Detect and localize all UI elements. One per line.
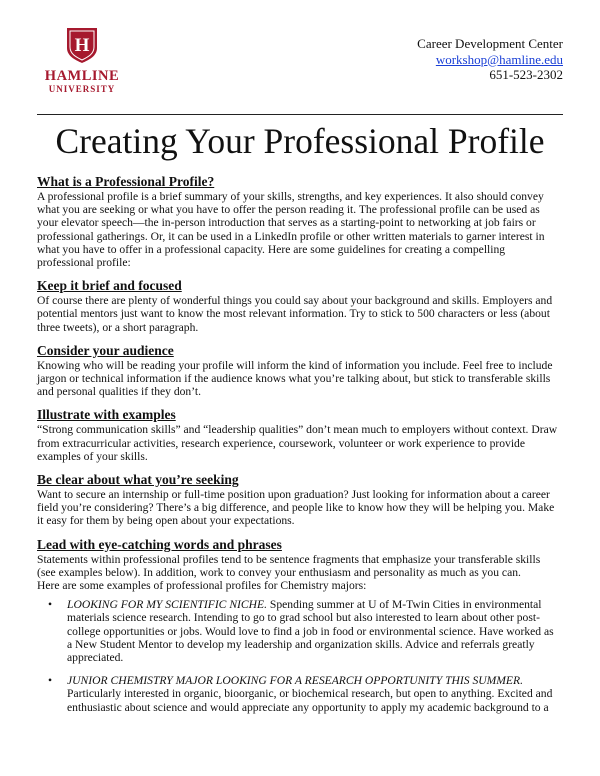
contact-phone: 651-523-2302 [489, 67, 563, 82]
list-item [37, 674, 561, 714]
logo-letter: H [74, 35, 90, 56]
section-heading: Be clear about what you’re seeking [37, 472, 239, 488]
list-item [37, 598, 561, 664]
section-heading: Keep it brief and focused [37, 278, 182, 294]
section-brief [37, 278, 561, 334]
section-what-is [37, 174, 561, 269]
header-divider [37, 114, 563, 115]
bullet-icon: • [48, 598, 53, 612]
section-body: A professional profile is a brief summary of your skills, strengths, and key experiences. It also should convey what you are seeking or what you have to offer the person reading it. The professional profile can be used as your elevator speech—the in-person introduction that serves as a starting-point to networking at job fairs or professional gatherings. Or, it can be used in a LinkedIn profile or other written materials to garner interest in what you have to offer in a professional capacity. Here are some guidelines for creating a compelling professional profile: [37, 190, 545, 270]
section-eye-catching [37, 537, 561, 714]
hamline-logo [44, 26, 120, 94]
section-seeking [37, 472, 561, 528]
logo-subtitle: UNIVERSITY [48, 84, 116, 94]
section-body: Knowing who will be reading your profile will inform the kind of information you include. Feel free to include jargon or technical information if the audience knows what you’re talking about, but stick to transferable skills and personal qualities if they don’t. [37, 358, 553, 399]
example-text: Particularly interested in organic, bioorganic, or biochemical research, but open to anything. Excited and enthusiastic about science and would appreciate any opportunity to apply my academic background to a [67, 687, 553, 714]
section-body: “Strong communication skills” and “leadership qualities” don’t mean much to employers without context. Draw from extracurricular activities, research experience, coursework, volunteer or work experience to provide examples of your skills. [37, 423, 558, 463]
contact-org: Career Development Center [417, 36, 563, 51]
section-heading: What is a Professional Profile? [37, 174, 215, 189]
section-body: Statements within professional profiles tend to be sentence fragments that emphasize your transferable skills (see examples below). In addition, work to convey your enthusiasm and personality as much as you can. [37, 552, 541, 579]
section-heading: Lead with eye-catching words and phrases [37, 536, 282, 552]
example-lead: LOOKING FOR MY SCIENTIFIC NICHE. [67, 598, 267, 612]
section-heading: Illustrate with examples [37, 407, 176, 423]
example-list [37, 598, 561, 714]
section-examples [37, 407, 561, 463]
example-lead: JUNIOR CHEMISTRY MAJOR LOOKING FOR A RESEARCH OPPORTUNITY THIS SUMMER. [67, 674, 523, 688]
page-title: Creating Your Professional Profile [55, 121, 545, 161]
section-body: Want to secure an internship or full-time position upon graduation? Just looking for information about a career field you’re considering? There’s a big difference, and people like to know how they will be helping you. Make it easy for them by being open about your expectations. [37, 488, 555, 528]
hamline-shield-icon [65, 26, 99, 64]
contact-email-link[interactable]: workshop@hamline.edu [435, 51, 563, 67]
contact-block [417, 36, 563, 83]
logo-name: HAMLINE [44, 68, 120, 84]
document-body [37, 174, 561, 724]
section-intro: Here are some examples of professional profiles for Chemistry majors: [37, 579, 367, 593]
section-audience [37, 343, 561, 399]
bullet-icon: • [48, 674, 53, 688]
section-heading: Consider your audience [37, 342, 174, 358]
section-body: Of course there are plenty of wonderful things you could say about your background and skills. Employers and potential mentors just want to know the most relevant information. Try to stick to 500 characters or less (about three tweets), or a short paragraph. [37, 294, 553, 334]
example-text: Spending summer at U of M-Twin Cities in environmental materials science research. Intending to go to grad school but also interested to learn about other post-college opportunities or jobs. Would love to find a job in food or environmental science. Have worked as a New Student Mentor to develop my leadership and organization skills. Advice and referrals greatly appreciated. [67, 598, 554, 665]
